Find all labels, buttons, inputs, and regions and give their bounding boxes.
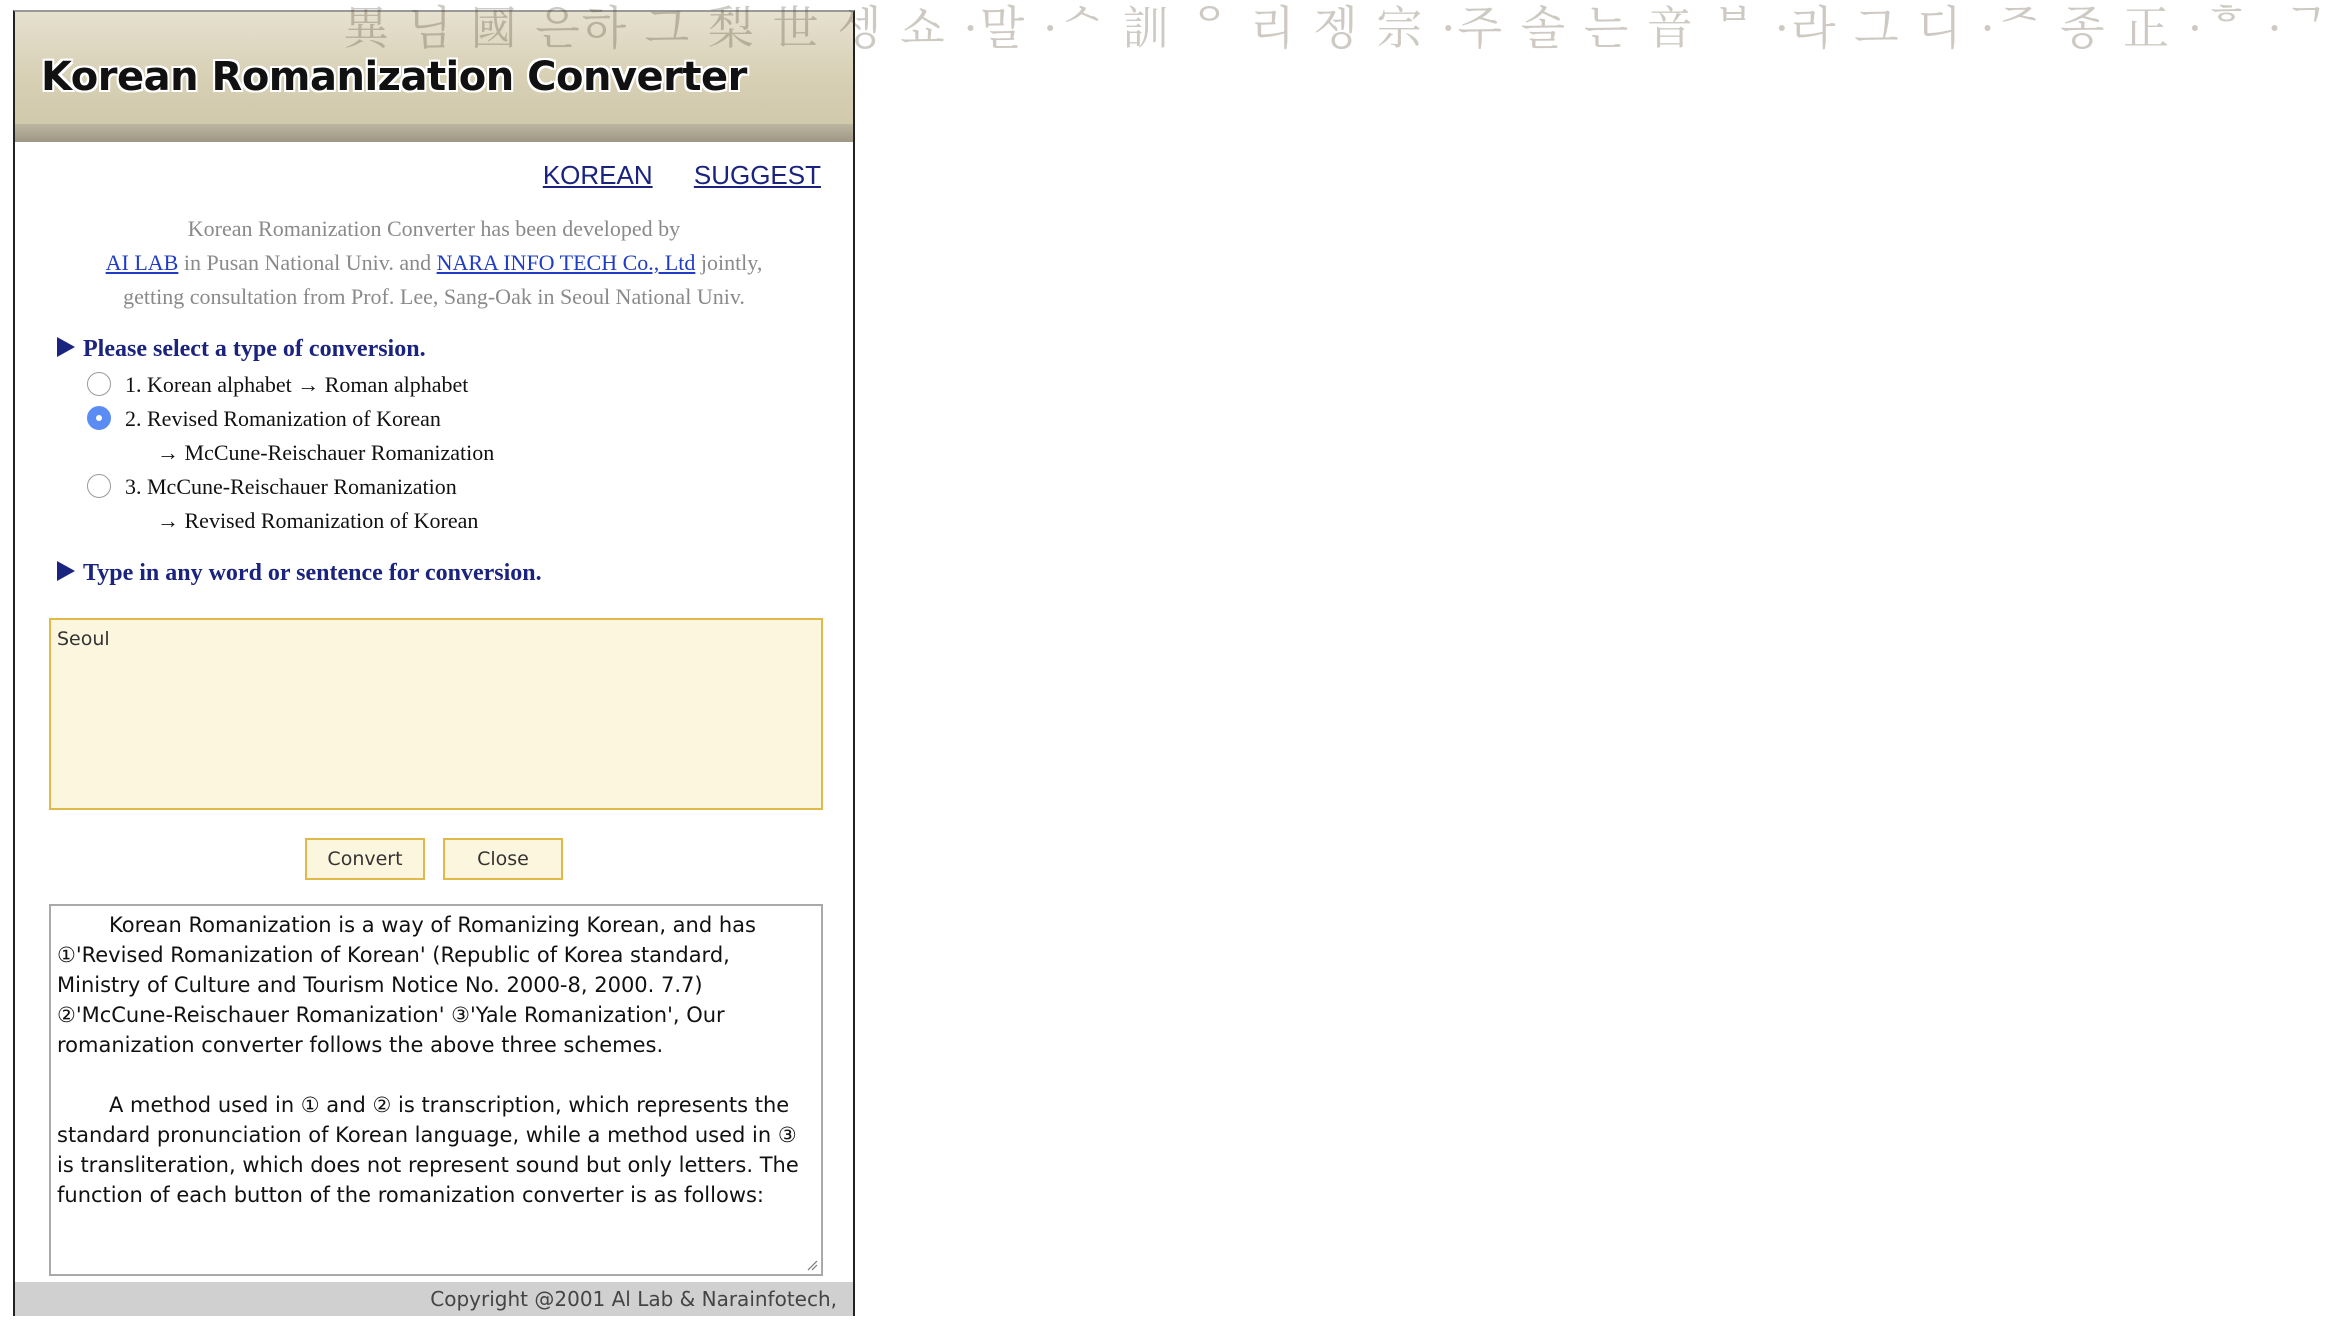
korean-link[interactable]: KOREAN	[542, 160, 653, 190]
banner-bottom-strip	[15, 124, 853, 142]
triangle-bullet-icon	[57, 561, 75, 581]
conversion-type-heading	[57, 336, 426, 363]
intro-line-3: getting consultation from Prof. Lee, Sang-Oak in Seoul National Univ.	[123, 284, 745, 309]
convert-button[interactable]: Convert	[305, 838, 425, 880]
suggest-link[interactable]: SUGGEST	[693, 160, 821, 190]
intro-line-1: Korean Romanization Converter has been developed by	[187, 216, 681, 241]
intro-line-2-end: jointly,	[695, 250, 763, 275]
footer-copyright: Copyright @2001 Al Lab & Narainfotech,	[15, 1282, 853, 1316]
app-window	[13, 1, 2330, 1316]
radio-option-2[interactable]	[87, 406, 111, 430]
info-paragraph-1: Korean Romanization is a way of Romanizing Korean, and has ①'Revised Romanization of Korean' (Republic of Korea standard, Ministry of Culture and Tourism Notice No. 2000-8, 2000. 7.7) ②'McCune-Reischauer Romanization' ③'Yale Romanization', Our romanization converter follows the above three schemes.	[57, 913, 756, 1057]
top-links	[509, 160, 821, 191]
option-2-label: 2. Revised Romanization of Korean	[125, 406, 441, 431]
info-textarea[interactable]	[49, 904, 823, 1276]
header-banner	[15, 1, 2330, 142]
triangle-bullet-icon	[57, 337, 75, 357]
input-heading-text: Type in any word or sentence for conversion.	[83, 560, 542, 586]
page-title: Korean Romanization Converter	[41, 54, 747, 100]
banner-hangul-decoration: 異 님 國 은하 그 梨 世 셍 쇼 ·말 ·ᄉ 訓 ᄋ 리 젱 宗 ·주 솔 는 音 ᄇ ·라 그 디 ·ᄌ 종 正 ·ᄒ ·ᄀ	[343, 1, 2330, 55]
input-heading	[57, 560, 542, 587]
ai-lab-link[interactable]: AI LAB	[105, 250, 179, 275]
option-revised-to-mccune[interactable]	[87, 402, 495, 465]
resize-grip-icon[interactable]	[806, 1259, 818, 1271]
option-1-label: 1. Korean alphabet → Roman alphabet	[125, 372, 469, 397]
option-mccune-to-revised[interactable]	[87, 470, 479, 533]
option-3-sublabel: → Revised Romanization of Korean	[157, 508, 479, 533]
conversion-options	[87, 368, 495, 533]
conversion-input[interactable]	[49, 618, 823, 810]
radio-option-3[interactable]	[87, 474, 111, 498]
intro-text	[15, 212, 853, 314]
option-korean-to-roman[interactable]	[87, 368, 468, 402]
intro-line-2-mid: in Pusan National Univ. and	[178, 250, 437, 275]
option-3-label: 3. McCune-Reischauer Romanization	[125, 474, 457, 499]
nara-info-tech-link[interactable]: NARA INFO TECH Co., Ltd	[436, 250, 696, 275]
intro-line-2	[15, 246, 853, 280]
radio-option-1[interactable]	[87, 372, 111, 396]
close-button[interactable]: Close	[443, 838, 563, 880]
info-paragraph-2: A method used in ① and ② is transcription, which represents the standard pronunciation of Korean language, while a method used in ③ is transliteration, which does not represent sound but only letters. The function of each button of the romanization converter is as follows:	[57, 1093, 799, 1207]
conversion-type-heading-text: Please select a type of conversion.	[83, 336, 426, 362]
option-2-sublabel: → McCune-Reischauer Romanization	[157, 440, 495, 465]
